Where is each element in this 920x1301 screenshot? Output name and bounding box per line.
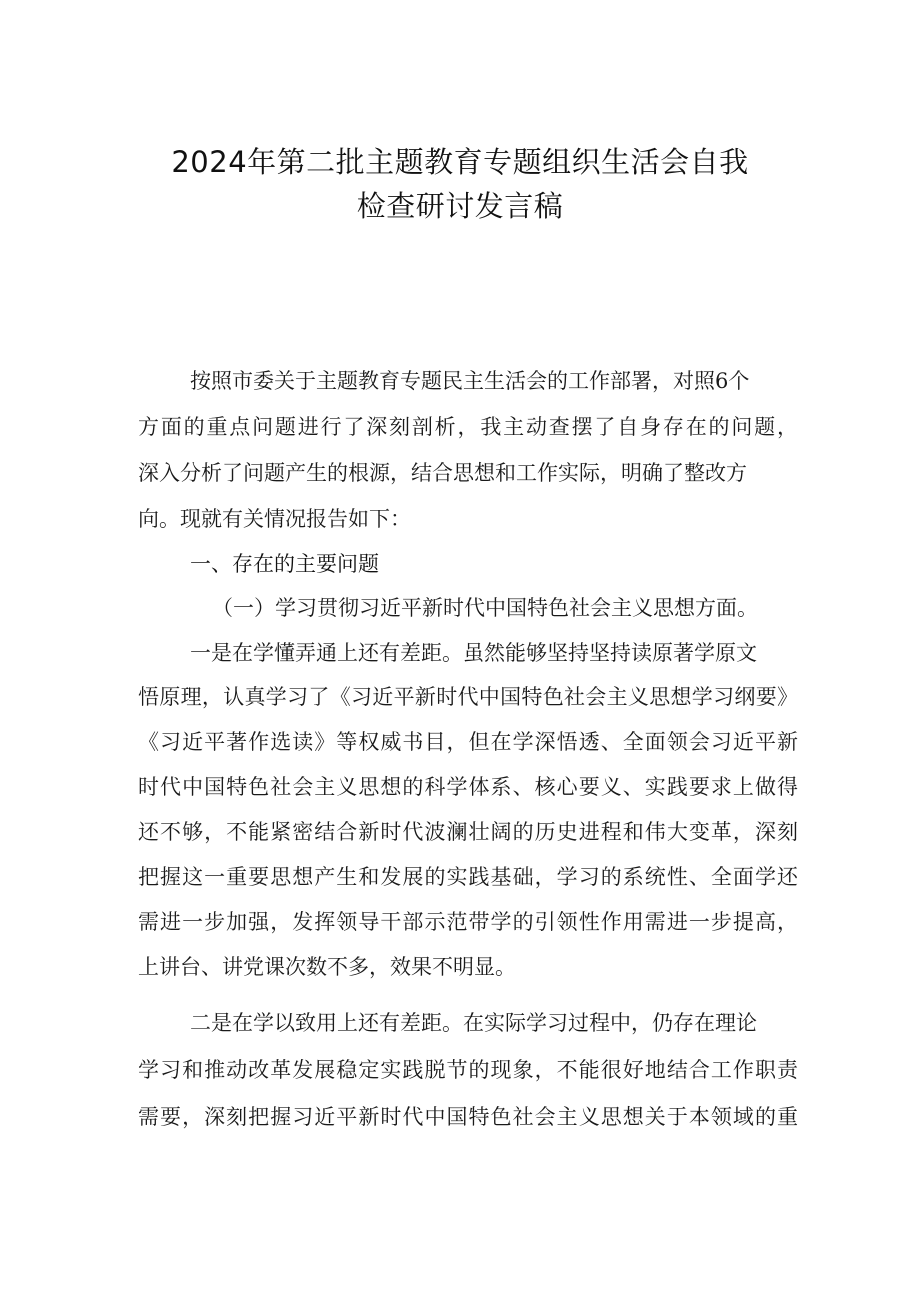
document-title-line-2: 检查研讨发言稿 (356, 189, 564, 223)
document-title-line-1: 2024年第二批主题教育专题组织生活会自我 (171, 145, 749, 179)
para1-line-1: 一是在学懂弄通上还有差距。虽然能够坚持坚持读原著学原文 (190, 641, 757, 665)
para1-line-6: 把握这一重要思想产生和发展的实践基础，学习的系统性、全面学还 (138, 865, 798, 889)
para1-line-3: 《习近平著作选读》等权威书目，但在学深悟透、全面领会习近平新 (138, 730, 798, 754)
para1-line-8: 上讲台、讲党课次数不多，效果不明显。 (138, 955, 516, 979)
para2-line-2: 学习和推动改革发展稳定实践脱节的现象，不能很好地结合工作职责 (138, 1058, 798, 1082)
para2-line-3: 需要，深刻把握习近平新时代中国特色社会主义思想关于本领域的重 (138, 1105, 798, 1129)
para1-line-2: 悟原理，认真学习了《习近平新时代中国特色社会主义思想学习纲要》 (138, 685, 798, 709)
section-heading-1: 一、存在的主要问题 (190, 552, 379, 576)
intro-line-1: 按照市委关于主题教育专题民主生活会的工作部署，对照6个 (190, 369, 750, 393)
intro-line-3: 深入分析了问题产生的根源，结合思想和工作实际，明确了整改方 (138, 461, 747, 485)
para1-line-5: 还不够，不能紧密结合新时代波澜壮阔的历史进程和伟大变革，深刻 (138, 820, 798, 844)
para1-line-4: 时代中国特色社会主义思想的科学体系、核心要义、实践要求上做得 (138, 775, 798, 799)
intro-line-4: 向。现就有关情况报告如下： (138, 507, 411, 531)
subsection-heading-1: （一）学习贯彻习近平新时代中国特色社会主义思想方面。 (212, 596, 758, 620)
para1-line-7: 需进一步加强，发挥领导干部示范带学的引领性作用需进一步提高， (138, 910, 798, 934)
para2-line-1: 二是在学以致用上还有差距。在实际学习过程中，仍存在理论 (190, 1011, 757, 1035)
intro-line-2: 方面的重点问题进行了深刻剖析，我主动查摆了自身存在的问题， (138, 415, 798, 439)
